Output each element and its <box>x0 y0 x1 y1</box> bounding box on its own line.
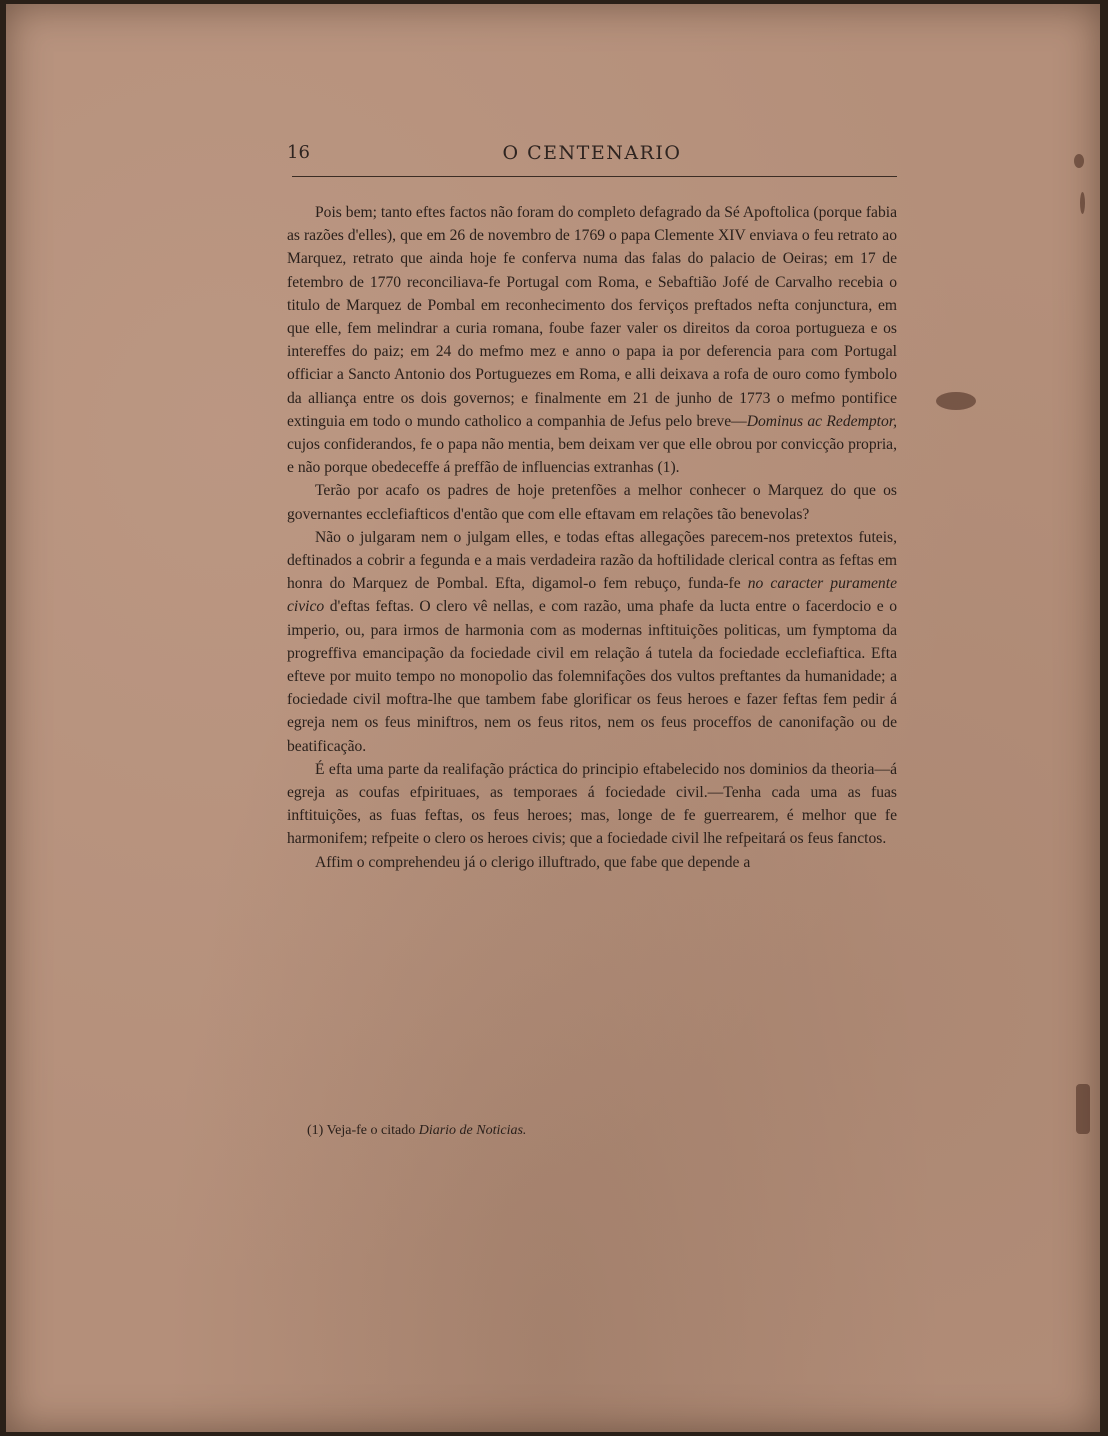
italic-emphasis: no caracter puramente civico <box>287 575 897 616</box>
italic-citation: Dominus ac Redemptor, <box>746 412 897 430</box>
paragraph: É efta uma parte da realifação práctica do principio eftabelecido nos dominios da theoria—á egreja as coufas efpirituaes, as temporaes á fociedade civil.—Tenha cada uma as fuas inftituições, as fuas feftas, os feus heroes; mas, longe de fe guerrearem, é melhor que fe harmonifem; refpeite o clero os heroes civis; que a fociedade civil lhe refpeitará os feus fanctos. <box>287 760 897 848</box>
header-rule <box>292 176 897 177</box>
footnote-source: Diario de Noticias. <box>418 1123 527 1138</box>
ink-stain <box>1080 192 1085 214</box>
paragraph: Não o julgaram nem o julgam elles, e todas eftas allegações parecem-nos pretextos futeis, deftinados a cobrir a fegunda e a mais verdadeira razão da hoftilidade clerical contra as feftas em honra do Marquez de Pombal. Efta, digamol-o fem rebuço, funda-fe no caracter puramente civico d'eftas feftas. O clero vê nellas, e com razão, uma phafe da lucta entre o facerdocio e o imperio, ou, para irmos de harmonia com as modernas inftituições politicas, um fymptoma da progreffiva emancipação da fociedade civil em relação á tutela da fociedade ecclefiaftica. Efta efteve por muito tempo no monopolio das folemnifações dos vultos preftantes da humanidade; a fociedade civil moftra-lhe que tambem fabe glorificar os feus heroes e fazer feftas fem pedir á egreja nem os feus miniftros, nem os feus ritos, nem os feus proceffos de canonifação ou de beatificação. <box>287 528 897 755</box>
paragraph: Pois bem; tanto eftes factos não foram do completo defagrado da Sé Apoftolica (porque fabia as razões d'elles), que em 26 de novembro de 1769 o papa Clemente XIV enviava o feu retrato ao Marquez, retrato que ainda hoje fe conferva numa das falas do palacio de Oeiras; em 17 de fetembro de 1770 reconciliava-fe Portugal com Roma, e Sebaftião Jofé de Carvalho recebia o titulo de Marquez de Pombal em reconhecimento dos ferviços preftados nefta conjunctura, em que elle, fem melindrar a curia romana, foube fazer valer os direitos da coroa portugueza e os intereffes do paiz; em 24 do mefmo mez e anno o papa ia por deferencia para com Portugal officiar a Sancto Antonio dos Portuguezes em Roma, e alli deixava a rofa de ouro como fymbolo da alliança entre os dois governos; e finalmente em 21 de junho de 1773 o mefmo pontifice extinguia em todo o mundo catholico a companhia de Jefus pelo breve—Dominus ac Redemptor, cujos confiderandos, fe o papa não mentia, bem deixam ver que elle obrou por convicção propria, e não porque obedeceffe á preffão de influencias extranhas (1). <box>287 204 897 477</box>
ink-stain <box>1076 1084 1090 1134</box>
ink-stain <box>936 392 976 410</box>
running-title: O CENTENARIO <box>502 142 682 164</box>
ink-stain <box>1074 154 1084 168</box>
page-number: 16 <box>287 142 310 163</box>
running-head <box>287 142 897 168</box>
body-text <box>287 201 897 874</box>
paragraph: Terão por acafo os padres de hoje pretenfões a melhor conhecer o Marquez do que os governantes ecclefiafticos d'então que com elle eftavam em relações tão benevolas? <box>287 482 897 523</box>
footnote: (1) Veja-fe o citado Diario de Noticias. <box>307 1123 527 1138</box>
paragraph: Affim o comprehendeu já o clerigo illuftrado, que fabe que depende a <box>315 853 751 871</box>
